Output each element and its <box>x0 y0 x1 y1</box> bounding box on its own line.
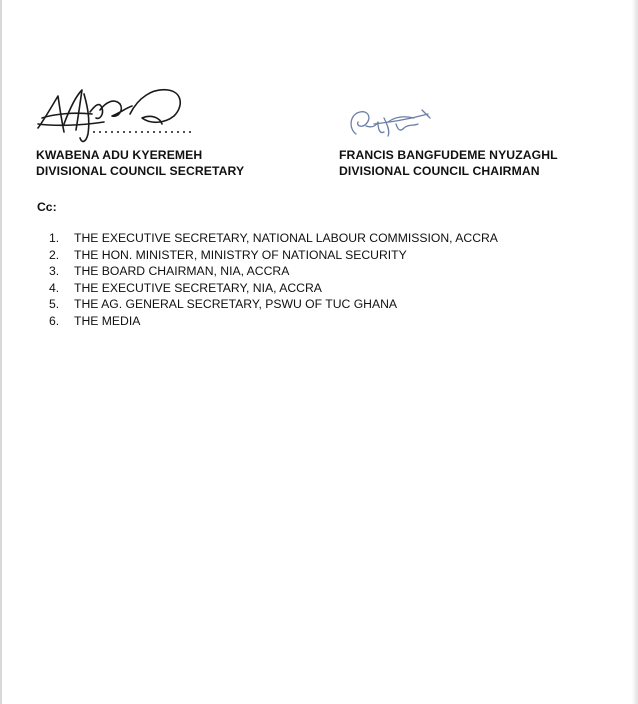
cc-label: Cc: <box>37 200 57 214</box>
cc-item-text: THE HON. MINISTER, MINISTRY OF NATIONAL SECURITY <box>74 247 407 262</box>
signatory-right-title: DIVISIONAL COUNCIL CHAIRMAN <box>339 164 540 178</box>
signatory-right <box>339 147 558 179</box>
signatory-right-name: FRANCIS BANGFUDEME NYUZAGHL <box>339 148 558 162</box>
signatory-left-name: KWABENA ADU KYEREMEH <box>36 148 203 162</box>
cc-list-item <box>49 263 498 280</box>
page-right-edge <box>632 0 638 704</box>
cc-list-item <box>49 280 498 297</box>
cc-list-item <box>49 247 498 264</box>
signature-left-image <box>34 84 194 146</box>
cc-item-number: 3. <box>49 264 60 279</box>
cc-item-text: THE MEDIA <box>74 313 141 328</box>
signature-right-image <box>344 104 434 142</box>
cc-item-number: 5. <box>49 297 60 312</box>
page-left-edge <box>0 0 2 704</box>
cc-item-text: THE BOARD CHAIRMAN, NIA, ACCRA <box>74 264 290 279</box>
signatory-left-title: DIVISIONAL COUNCIL SECRETARY <box>36 164 245 178</box>
cc-list <box>49 230 498 330</box>
cc-list-item <box>49 230 498 247</box>
cc-item-text: THE EXECUTIVE SECRETARY, NIA, ACCRA <box>74 280 322 295</box>
cc-item-number: 2. <box>49 247 60 262</box>
cc-item-text: THE AG. GENERAL SECRETARY, PSWU OF TUC GHANA <box>74 297 398 312</box>
cc-item-text: THE EXECUTIVE SECRETARY, NATIONAL LABOUR COMMISSION, ACCRA <box>74 231 498 245</box>
cc-list-item <box>49 296 498 313</box>
cc-item-number: 4. <box>49 280 60 295</box>
cc-item-number: 1. <box>49 231 60 245</box>
cc-item-number: 6. <box>49 313 60 328</box>
signatory-left <box>36 147 244 179</box>
cc-list-item <box>49 313 498 330</box>
